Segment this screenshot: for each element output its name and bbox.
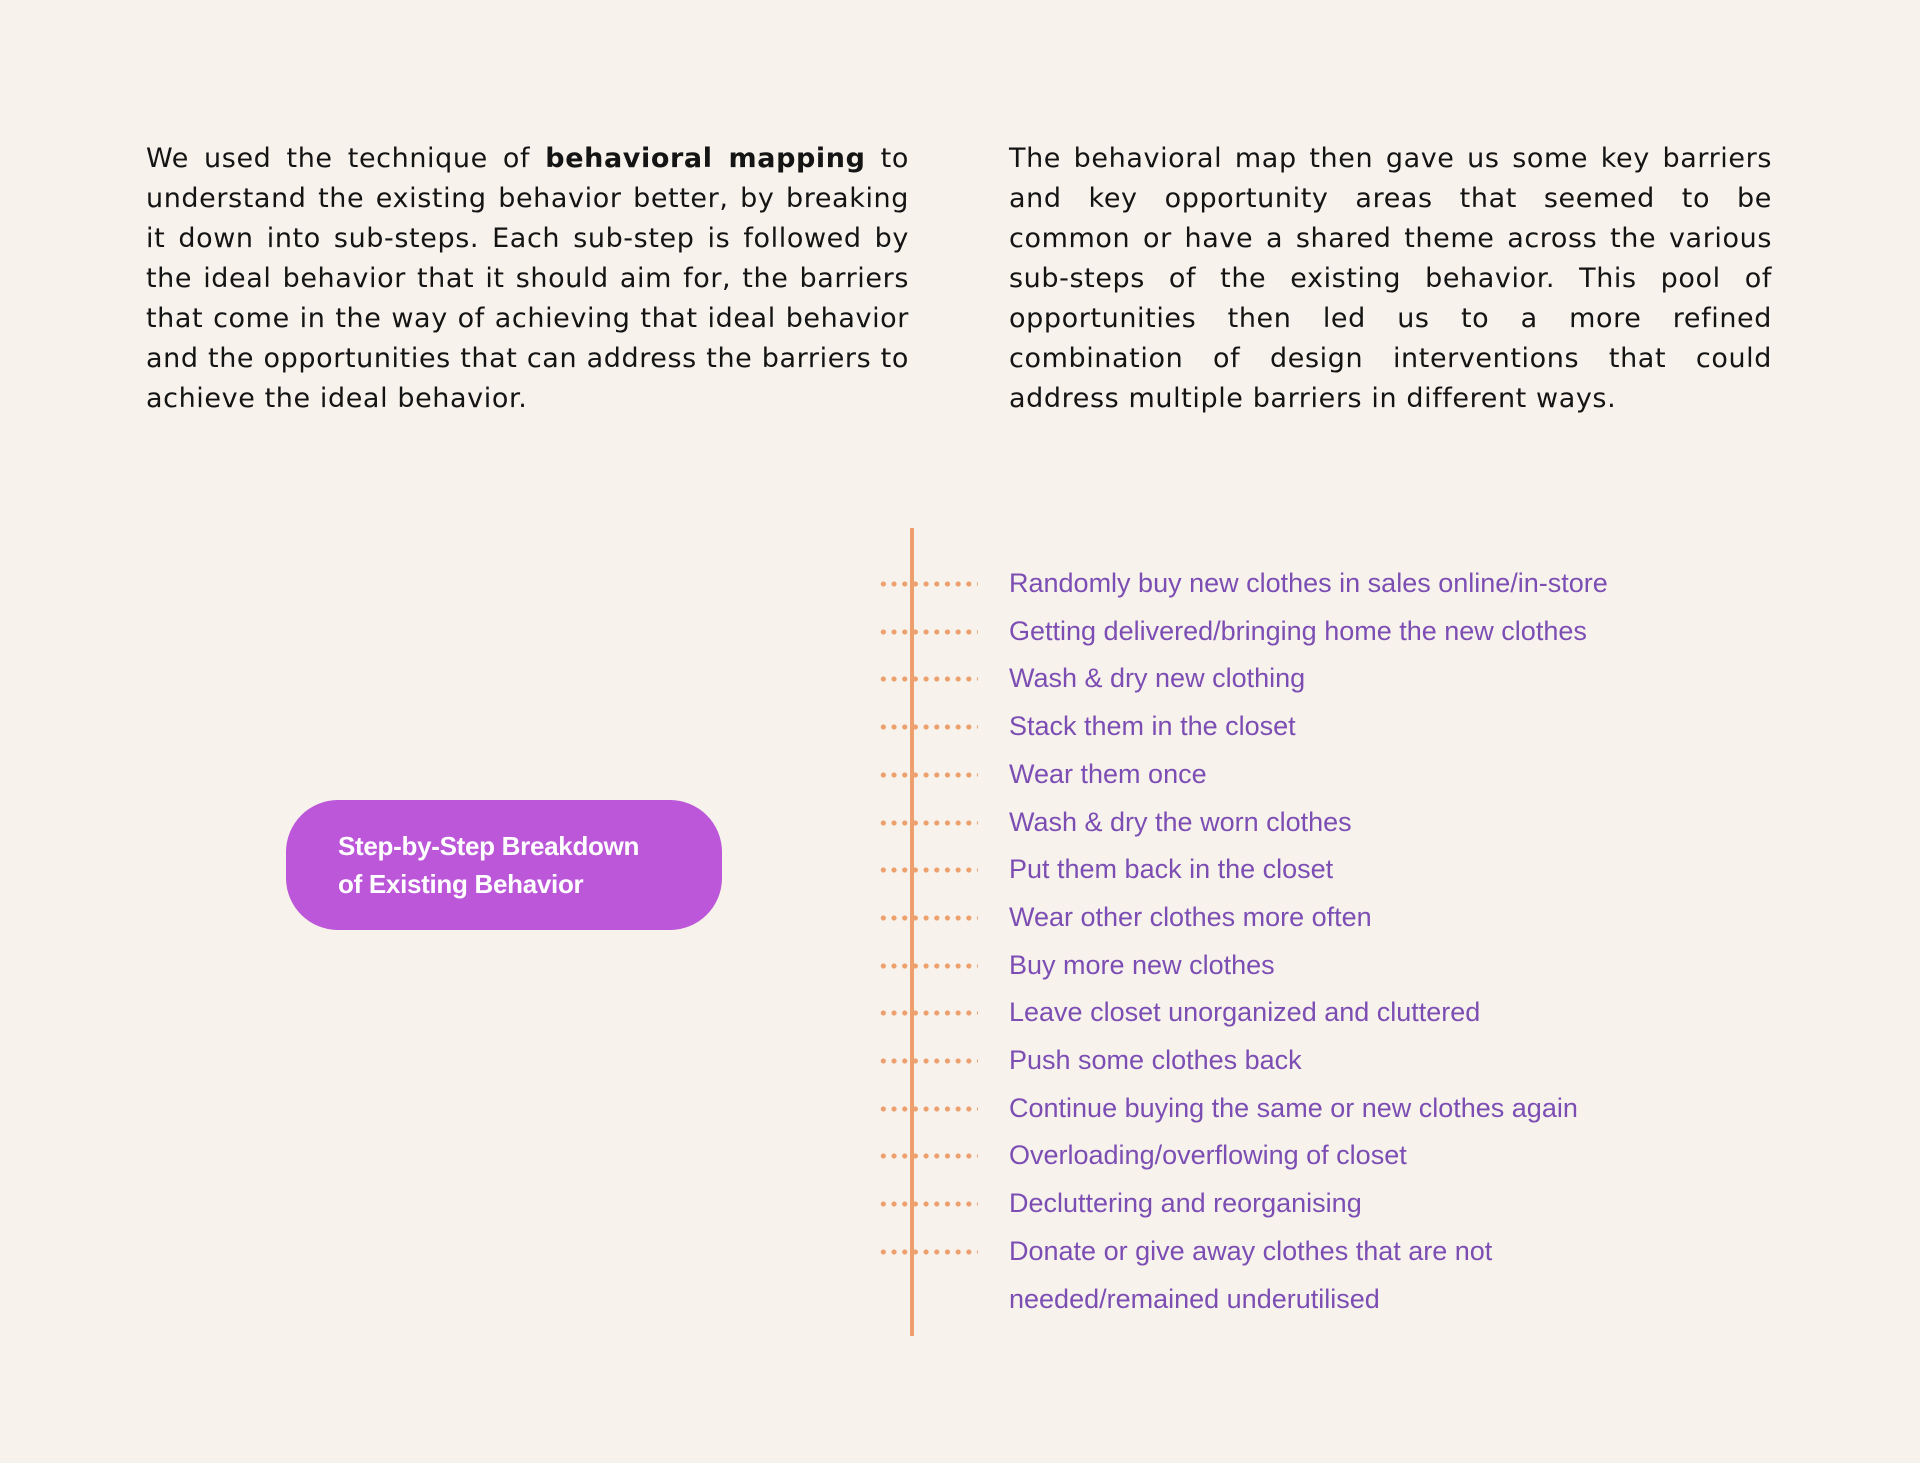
step-connector-dots bbox=[878, 724, 978, 730]
step-connector-dots bbox=[878, 1249, 978, 1255]
map-label-line-1: Step-by-Step Breakdown bbox=[338, 831, 640, 861]
step-item: Wash & dry the worn clothes bbox=[1009, 806, 1352, 837]
step-item: Overloading/overflowing of closet bbox=[1009, 1140, 1407, 1171]
step-item: Getting delivered/bringing home the new clothes bbox=[1009, 615, 1587, 646]
intro-paragraph-left bbox=[146, 139, 909, 419]
step-item: Continue buying the same or new clothes again bbox=[1009, 1092, 1578, 1123]
step-connector-dots bbox=[878, 1201, 978, 1207]
step-item: Buy more new clothes bbox=[1009, 949, 1275, 980]
step-item: Randomly buy new clothes in sales online/in-store bbox=[1009, 568, 1608, 598]
intro-left-bold: behavioral mapping bbox=[545, 143, 866, 174]
step-item: Donate or give away clothes that are not bbox=[1009, 1235, 1493, 1266]
step-connector-dots bbox=[878, 1106, 978, 1112]
step-connector-dots bbox=[878, 1153, 978, 1159]
step-item: Wear other clothes more often bbox=[1009, 901, 1372, 932]
timeline-vertical-line bbox=[910, 528, 914, 1336]
step-item: Put them back in the closet bbox=[1009, 854, 1334, 885]
step-item: Decluttering and reorganising bbox=[1009, 1188, 1362, 1219]
step-item: Leave closet unorganized and cluttered bbox=[1009, 997, 1481, 1028]
step-item: Push some clothes back bbox=[1009, 1045, 1302, 1075]
step-connector-dots bbox=[878, 867, 978, 873]
step-connector-dots bbox=[878, 676, 978, 682]
step-connector-dots bbox=[878, 581, 978, 587]
map-label-line-2: of Existing Behavior bbox=[338, 869, 584, 899]
step-item: needed/remained underutilised bbox=[1009, 1283, 1380, 1314]
step-item: Wear them once bbox=[1009, 758, 1207, 789]
map-label-pill bbox=[286, 800, 722, 930]
intro-left-after: to understand the existing behavior better, by breaking it down into sub-steps. Each sub-step is followed by the ideal behavior that it should aim for, the barriers that come in the way of achieving that ideal behavior and the opportunities that can address the barriers to achieve the ideal behavior. bbox=[146, 143, 909, 414]
step-connector-dots bbox=[878, 772, 978, 778]
step-connector-dots bbox=[878, 915, 978, 921]
step-connector-dots bbox=[878, 1010, 978, 1016]
step-connector-dots bbox=[878, 629, 978, 635]
step-connector-dots bbox=[878, 963, 978, 969]
step-item: Stack them in the closet bbox=[1009, 711, 1296, 742]
step-item: Wash & dry new clothing bbox=[1009, 663, 1306, 694]
step-connector-dots bbox=[878, 1058, 978, 1064]
step-connector-dots bbox=[878, 820, 978, 826]
intro-paragraph-right: The behavioral map then gave us some key barriers and key opportunity areas that seemed to be common or have a shared theme across the various sub-steps of the existing behavior. This pool of opportunities then led us to a more refined combination of design interventions that could address multiple barriers in different ways. bbox=[1009, 143, 1772, 414]
intro-left-before: We used the technique of bbox=[146, 143, 546, 174]
